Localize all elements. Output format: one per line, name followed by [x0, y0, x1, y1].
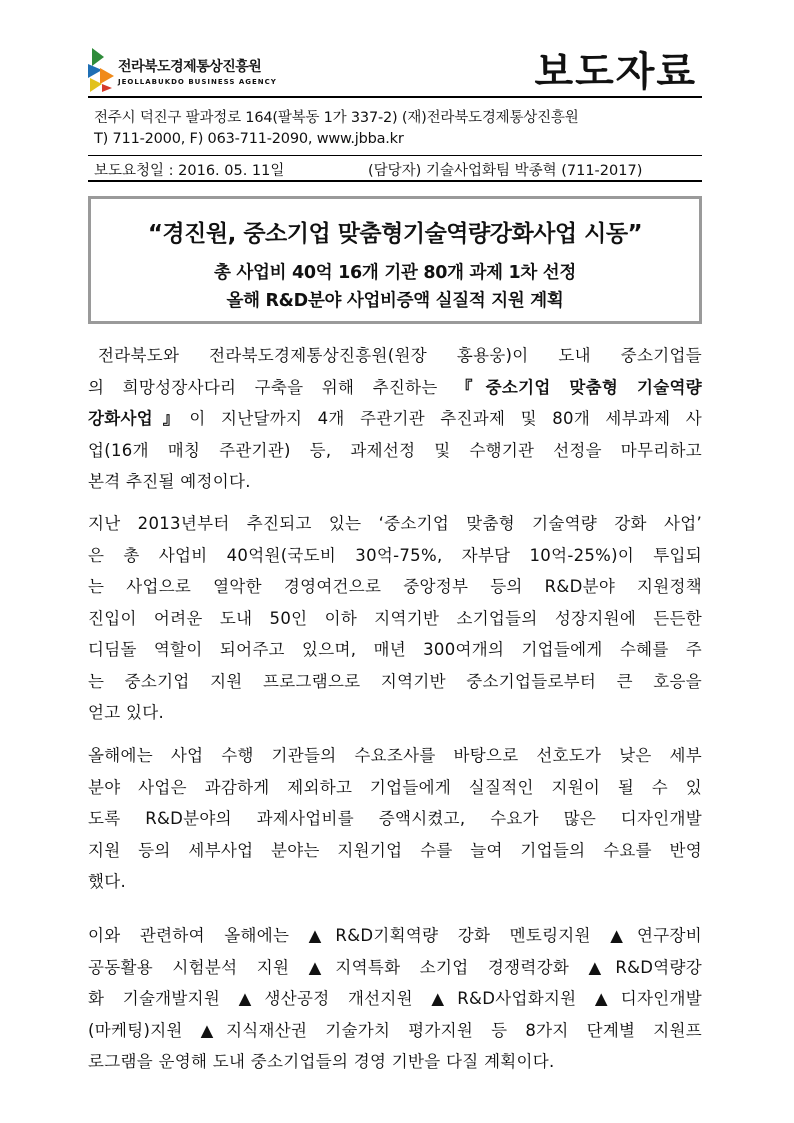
agency-info-box — [88, 96, 702, 182]
paragraph-line: 로그램을 운영해 도내 중소기업들의 경영 기반을 다질 계획이다. — [88, 1052, 555, 1071]
paragraph-line: 공동활용 시험분석 지원 ▲지역특화 소기업 경쟁력강화 ▲R&D역량강 — [88, 957, 702, 977]
paragraph-line: 본격 추진될 예정이다. — [88, 472, 251, 491]
paragraph-line: 강화사업』이 지난달까지 4개 주관기관 추진과제 및 80개 세부과제 사 — [88, 409, 702, 428]
agency-logo — [88, 48, 298, 98]
info-divider — [88, 155, 702, 156]
paragraph-line: 지원 등의 세부사업 분야는 지원기업 수를 늘여 기업들의 수요를 반영 — [88, 840, 702, 860]
paragraph-line: 했다. — [88, 872, 127, 891]
program-name-emphasis: 강화사업』 — [88, 409, 190, 428]
paragraph-line: 이와 관련하여 올해에는 ▲R&D기획역량 강화 멘토링지원 ▲연구장비 — [88, 926, 702, 945]
agency-address: 전주시 덕진구 팔과정로 164(팔복동 1가 337-2) (재)전라북도경제통상진흥원 — [94, 110, 579, 126]
paragraph-line: 지난 2013년부터 추진되고 있는 ‘중소기업 맞춤형 기술역량 강화 사업’ — [88, 514, 702, 533]
paragraph-line: 분야 사업은 과감하게 제외하고 기업들에게 실질적인 지원이 될 수 있 — [88, 777, 702, 797]
paragraph-line: 은 총 사업비 40억원(국도비 30억-75%, 자부담 10억-25%)이 투입되 — [88, 545, 702, 565]
paragraph-line: 의 희망성장사다리 구축을 위해 추진하는 『중소기업 맞춤형 기술역량 — [88, 377, 702, 397]
paragraph-line: 업(16개 매칭 주관기관) 등, 과제선정 및 수행기관 선정을 마무리하고 — [88, 440, 702, 460]
paragraph-line: 화 기술개발지원 ▲생산공정 개선지원 ▲R&D사업화지원 ▲디자인개발 — [88, 989, 702, 1008]
program-name-emphasis: 『중소기업 맞춤형 기술역량 — [455, 377, 702, 397]
org-name-english: JEOLLABUKDO BUSINESS AGENCY — [118, 78, 277, 86]
agency-logo-mark-icon — [88, 48, 114, 92]
paragraph-line: 는 중소기업 지원 프로그램으로 지역기반 중소기업들로부터 큰 호응을 — [88, 671, 702, 691]
request-date: 보도요청일 : 2016. 05. 11일 — [94, 163, 285, 179]
body-paragraph-4 — [88, 920, 702, 1078]
paragraph-line: 디딤돌 역할이 되어주고 있으며, 매년 300여개의 기업들에게 수혜를 주 — [88, 640, 702, 659]
paragraph-line: 전라북도와 전라북도경제통상진흥원(원장 홍용웅)이 도내 중소기업들 — [98, 346, 702, 365]
paragraph-line: 얻고 있다. — [88, 703, 165, 722]
paragraph-line: (마케팅)지원 ▲지식재산권 기술가치 평가지원 등 8가지 단계별 지원프 — [88, 1020, 702, 1040]
agency-contact: T) 711-2000, F) 063-711-2090, www.jbba.kr — [94, 131, 404, 147]
paragraph-line: 올해에는 사업 수행 기관들의 수요조사를 바탕으로 선호도가 낮은 세부 — [88, 746, 702, 765]
body-paragraph-1 — [88, 340, 702, 498]
headline-title: “경진원, 중소기업 맞춤형기술역량강화사업 시동” — [147, 221, 643, 247]
paragraph-line: 도록 R&D분야의 과제사업비를 증액시켰고, 수요가 많은 디자인개발 — [88, 809, 702, 828]
paragraph-line: 는 사업으로 열악한 경영여건으로 중앙정부 등의 R&D분야 지원정책 — [88, 577, 702, 596]
body-paragraph-2 — [88, 508, 702, 729]
body-paragraph-3 — [88, 740, 702, 898]
document-type-title: 보도자료 — [534, 49, 697, 95]
headline-subtitle-2: 올해 R&D분야 사업비증액 실질적 지원 계획 — [226, 291, 564, 311]
headline-subtitle-1: 총 사업비 40억 16개 기관 80개 과제 1차 선정 — [214, 263, 576, 283]
person-in-charge: (담당자) 기술사업화팀 박종혁 (711-2017) — [368, 163, 643, 179]
headline-box — [88, 196, 702, 324]
org-name-korean: 전라북도경제통상진흥원 — [118, 59, 262, 75]
paragraph-line: 진입이 어려운 도내 50인 이하 지역기반 소기업들의 성장지원에 든든한 — [88, 608, 702, 628]
